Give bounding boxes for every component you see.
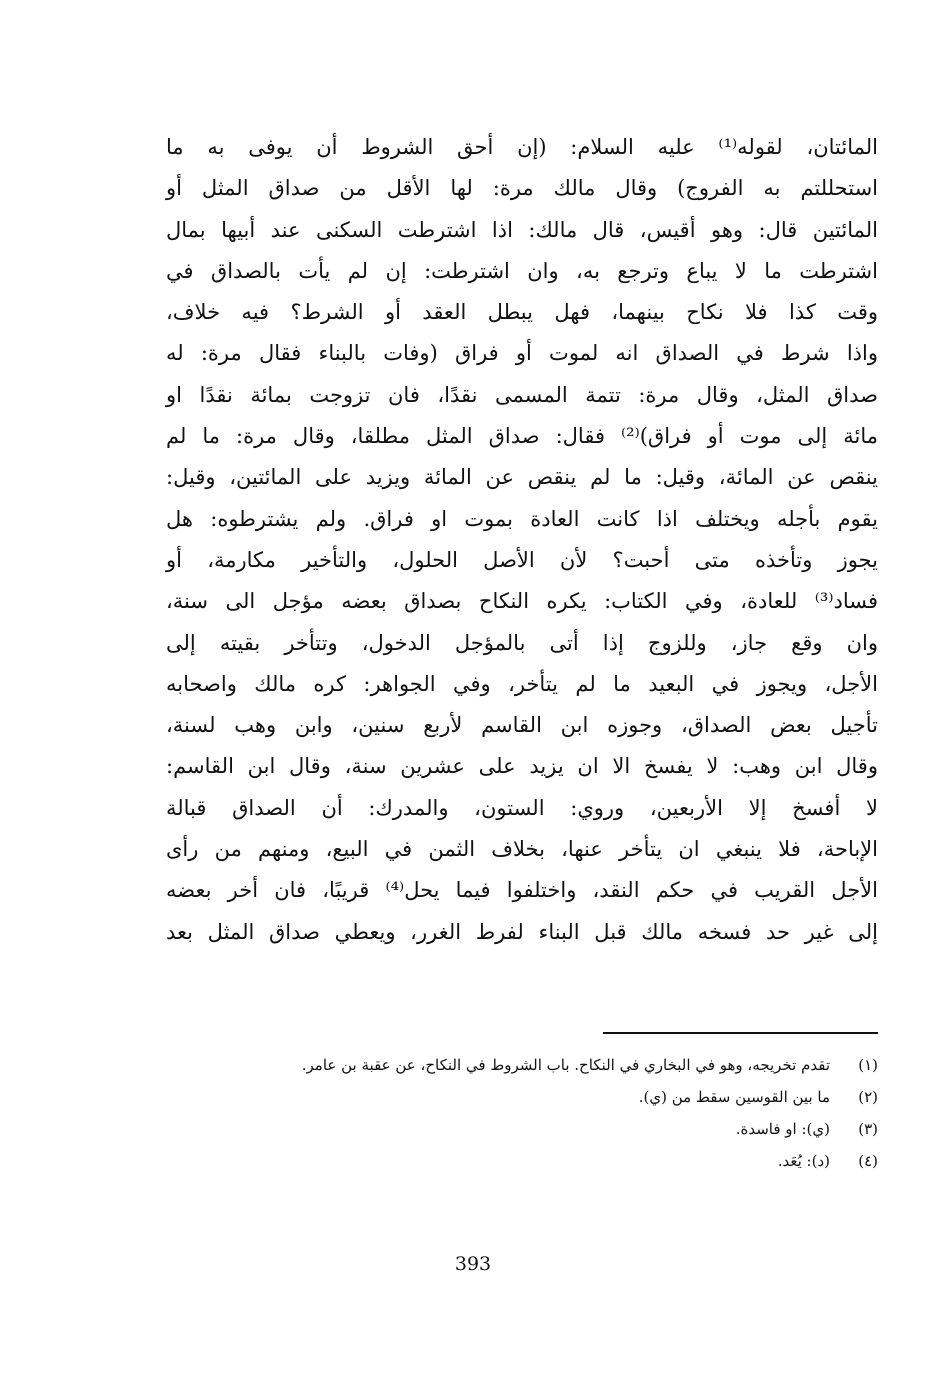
text-line: الإباحة، فلا ينبغي ان يتأخر عنها، بخلاف الثمن في البيع، ومنهم من رأى	[166, 837, 878, 862]
text-line: الأجل، ويجوز في البعيد ما لم يتأخر، وفي الجواهر: كره مالك واصحابه	[166, 671, 878, 696]
text-line: واذا شرط في الصداق انه لموت أو فراق (وفات بالبناء فقال مرة: له	[166, 341, 878, 366]
footnote-number: (٤)	[858, 1152, 878, 1170]
text-line: يجوز وتأخذه متى أحبت؟ لأن الأصل الحلول، والتأخير مكارمة، أو	[166, 547, 878, 572]
footnote-item	[180, 1145, 878, 1177]
footnote-text: ما بين القوسين سقط من (ي).	[638, 1088, 830, 1106]
footnote-item	[180, 1049, 878, 1081]
footnote-text: (د): يُعَد.	[777, 1152, 830, 1170]
main-text	[166, 127, 878, 953]
footnote-number: (١)	[858, 1056, 878, 1074]
text-line: صداق المثل، وقال مرة: تتمة المسمى نقدًا، فان تزوجت بمائة نقدًا او	[166, 382, 878, 407]
text-line: تأجيل بعض الصداق، وجوزه ابن القاسم لأربع سنين، وابن وهب لسنة،	[166, 713, 878, 738]
page-number: 393	[454, 1253, 492, 1275]
text-line: الأجل القريب في حكم النقد، واختلفوا فيما يحل⁽⁴⁾ قريبًا، فان أخر بعضه	[166, 878, 878, 903]
text-line: فساد⁽³⁾ للعادة، وفي الكتاب: يكره النكاح بصداق بعضه مؤجل الى سنة،	[166, 589, 878, 614]
footnote-text: تقدم تخريجه، وهو في البخاري في النكاح. باب الشروط في النكاح، عن عقبة بن عامر.	[301, 1056, 830, 1074]
footnotes	[180, 1049, 878, 1177]
text-line: لا أفسخ إلا الأربعين، وروي: الستون، والمدرك: أن الصداق قبالة	[166, 795, 878, 820]
text-line: المائتين قال: وهو أقيس، قال مالك: اذا اشترطت السكنى عند أبيها بمال	[166, 217, 878, 242]
text-line: اشترطت ما لا يباع وترجع به، وان اشترطت: إن لم يأت بالصداق في	[166, 258, 878, 283]
text-line: وقت كذا فلا نكاح بينهما، فهل يبطل العقد أو الشرط؟ فيه خلاف،	[166, 300, 878, 325]
footnote-text: (ي): او فاسدة.	[735, 1120, 830, 1138]
footnote-number: (٣)	[858, 1120, 878, 1138]
text-line: استحللتم به الفروج) وقال مالك مرة: لها الأقل من صداق المثل أو	[166, 176, 878, 201]
text-line: المائتان، لقوله⁽¹⁾ عليه السلام: (إن أحق الشروط أن يوفى به ما	[166, 135, 878, 159]
text-line: إلى غير حد فسخه مالك قبل البناء لفرط الغرر، ويعطي صداق المثل بعد	[166, 919, 878, 944]
text-line: يقوم بأجله ويختلف اذا كانت العادة بموت او فراق. ولم يشترطوه: هل	[166, 506, 878, 531]
footnote-item	[180, 1081, 878, 1113]
text-line: وان وقع جاز، وللزوج إذا أتى بالمؤجل الدخول، وتتأخر بقيته إلى	[166, 630, 878, 655]
text-line: ينقص عن المائة، وقيل: ما لم ينقص عن المائة ويزيد على المائتين، وقيل:	[166, 465, 878, 490]
footnote-number: (٢)	[858, 1088, 878, 1106]
footnote-separator	[603, 1032, 878, 1034]
footnote-item	[180, 1113, 878, 1145]
text-line: مائة إلى موت أو فراق)⁽²⁾ فقال: صداق المثل مطلقا، وقال مرة: ما لم	[166, 424, 878, 449]
text-line: وقال ابن وهب: لا يفسخ الا ان يزيد على عشرين سنة، وقال ابن القاسم:	[166, 754, 878, 779]
